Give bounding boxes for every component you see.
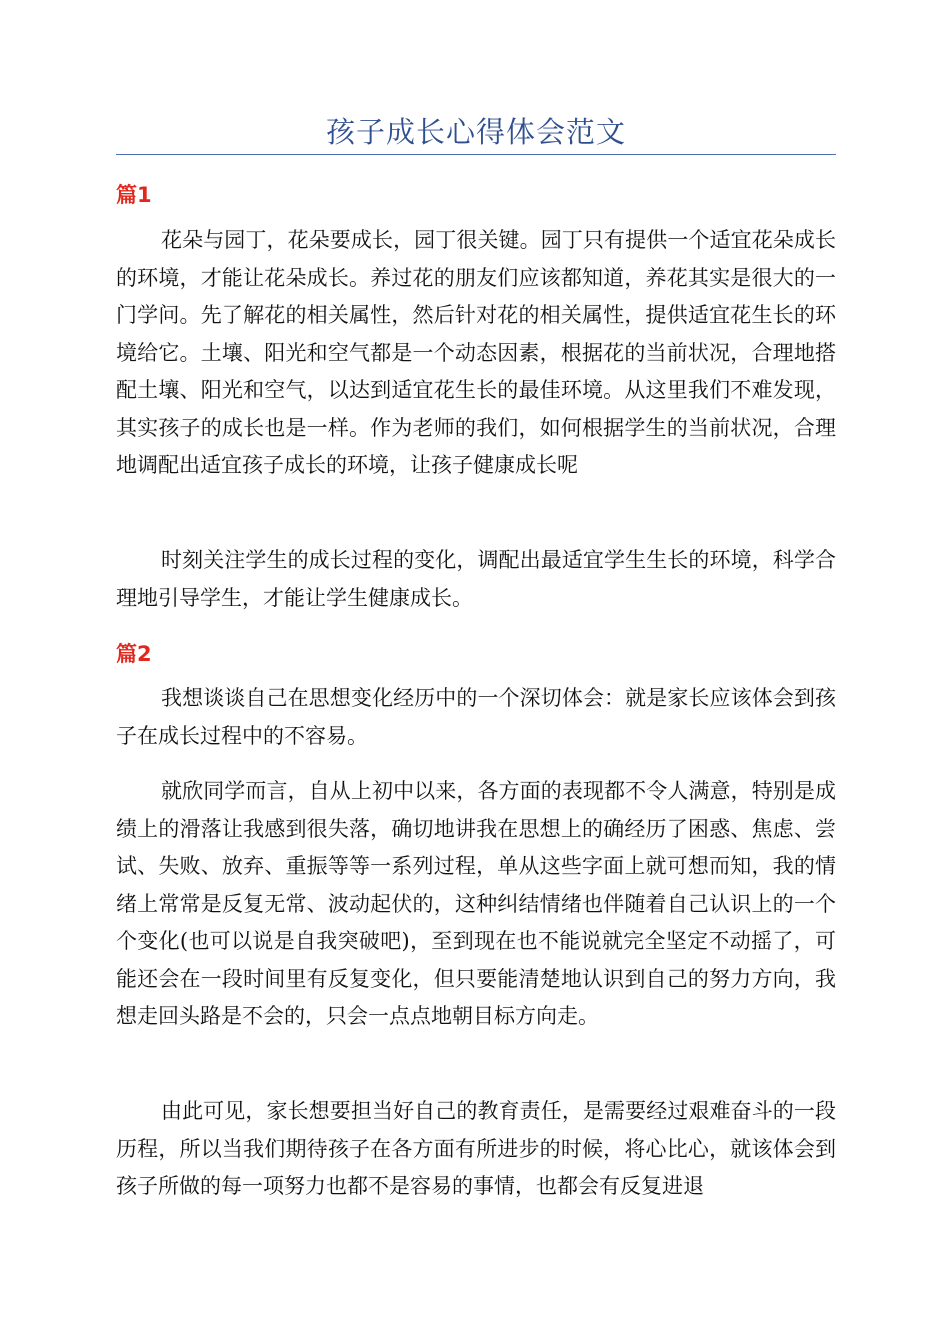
document-title: 孩子成长心得体会范文: [325, 115, 626, 149]
section-1-paragraph-2: 时刻关注学生的成长过程的变化，调配出最适宜学生生长的环境，科学合理地引导学生，才能让学生健康成长。: [116, 548, 836, 610]
section-2-paragraph-3: 由此可见，家长想要担当好自己的教育责任，是需要经过艰难奋斗的一段历程，所以当我们期待孩子在各方面有所进步的时候，将心比心，就该体会到孩子所做的每一项努力也都不是容易的事情，也都会有反复进退: [116, 1099, 836, 1198]
section-heading-2: 篇2: [116, 642, 152, 666]
section-1-paragraph-1: 花朵与园丁，花朵要成长，园丁很关键。园丁只有提供一个适宜花朵成长的环境，才能让花朵成长。养过花的朋友们应该都知道，养花其实是很大的一门学问。先了解花的相关属性，然后针对花的相关属性，提供适宜花生长的环境给它。土壤、阳光和空气都是一个动态因素，根据花的当前状况，合理地搭配土壤、阳光和空气，以达到适宜花生长的最佳环境。从这里我们不难发现，其实孩子的成长也是一样。作为老师的我们，如何根据学生的当前状况，合理地调配出适宜孩子成长的环境，让孩子健康成长呢: [116, 228, 836, 477]
section-2-paragraph-1: 我想谈谈自己在思想变化经历中的一个深切体会：就是家长应该体会到孩子在成长过程中的不容易。: [116, 686, 836, 748]
section-2-paragraph-2: 就欣同学而言，自从上初中以来，各方面的表现都不令人满意，特别是成绩上的滑落让我感到很失落，确切地讲我在思想上的确经历了困惑、焦虑、尝试、失败、放弃、重振等等一系列过程，单从这些字面上就可想而知，我的情绪上常常是反复无常、波动起伏的，这种纠结情绪也伴随着自己认识上的一个个变化(也可以说是自我突破吧)，至到现在也不能说就完全坚定不动摇了，可能还会在一段时间里有反复变化，但只要能清楚地认识到自己的努力方向，我想走回头路是不会的，只会一点点地朝目标方向走。: [116, 779, 836, 1028]
section-heading-1: 篇1: [116, 183, 152, 207]
title-underline: [116, 154, 836, 155]
